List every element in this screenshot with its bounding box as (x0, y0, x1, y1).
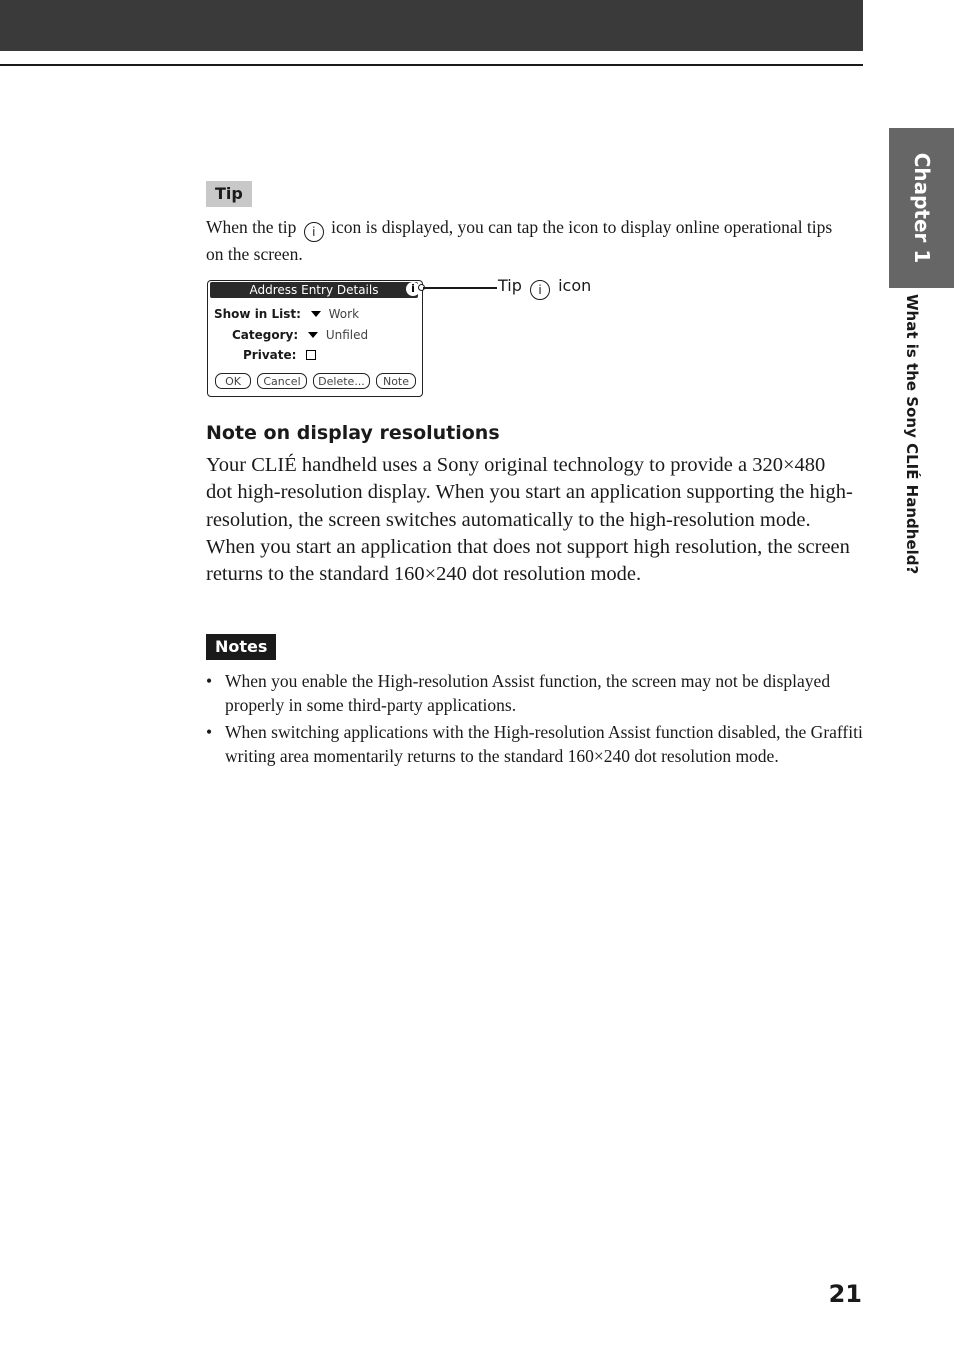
dialog-title-bar (210, 282, 418, 298)
dialog-title: Address Entry Details (249, 283, 379, 297)
note-button: Note (376, 373, 416, 389)
chapter-tab (889, 128, 954, 288)
notes-label: Notes (206, 634, 276, 660)
note-item-text: When switching applications with the High-resolution Assist function disabled, the Graffiti writing area momentarily returns to the standard 160×240 dot resolution mode. (225, 722, 863, 766)
category-label: Category: (232, 328, 299, 342)
delete-button: Delete... (313, 373, 370, 389)
tip-text (206, 215, 846, 266)
show-in-list-value: Work (328, 307, 360, 321)
ok-button: OK (215, 373, 251, 389)
section-side-title (897, 294, 927, 584)
callout-line (423, 287, 497, 289)
note-heading: Note on display resolutions (206, 422, 500, 444)
private-label: Private: (243, 348, 297, 362)
info-icon: i (304, 222, 324, 242)
section-title: What is the Sony CLIÉ Handheld? (903, 294, 921, 575)
note-item-text: When you enable the High-resolution Assist function, the screen may not be displayed properly in some third-party applications. (225, 671, 831, 715)
bullet: • (206, 722, 213, 742)
header-rule (0, 64, 863, 66)
tip-label: Tip (206, 181, 252, 207)
tip-info-icon: i (406, 282, 420, 296)
bullet: • (206, 671, 213, 691)
category-value: Unfiled (325, 328, 369, 342)
chapter-label: Chapter 1 (909, 152, 934, 264)
cancel-button: Cancel (257, 373, 307, 389)
tip-icon-callout (498, 274, 591, 300)
note-paragraph: Your CLIÉ handheld uses a Sony original technology to provide a 320×480 dot high-resolution display. When you start an application supporting the high-resolution, the screen switches automatically to the high-resolution mode. When you start an application that does not support high resolution, the screen returns to the standard 160×240 dot resolution mode. (206, 454, 853, 586)
private-checkbox (306, 350, 316, 360)
tip-text-after: icon is displayed, you can tap the icon to display online operational tips on the screen. (206, 217, 833, 264)
show-in-list-label: Show in List: (214, 307, 301, 321)
header-bar (0, 0, 863, 51)
tip-text-before: When the tip (206, 217, 297, 237)
dropdown-arrow-icon (308, 332, 318, 338)
dropdown-arrow-icon (311, 311, 321, 317)
show-in-list-row (214, 306, 359, 322)
list-item (206, 720, 866, 768)
callout-suffix: icon (558, 276, 592, 295)
category-row (232, 327, 368, 343)
list-item (206, 669, 866, 717)
page-number: 21 (828, 1280, 862, 1308)
notes-list (206, 669, 866, 771)
address-entry-details-screenshot (207, 280, 423, 397)
private-row (243, 347, 316, 363)
callout-prefix: Tip (498, 276, 522, 295)
info-icon: i (530, 280, 550, 300)
